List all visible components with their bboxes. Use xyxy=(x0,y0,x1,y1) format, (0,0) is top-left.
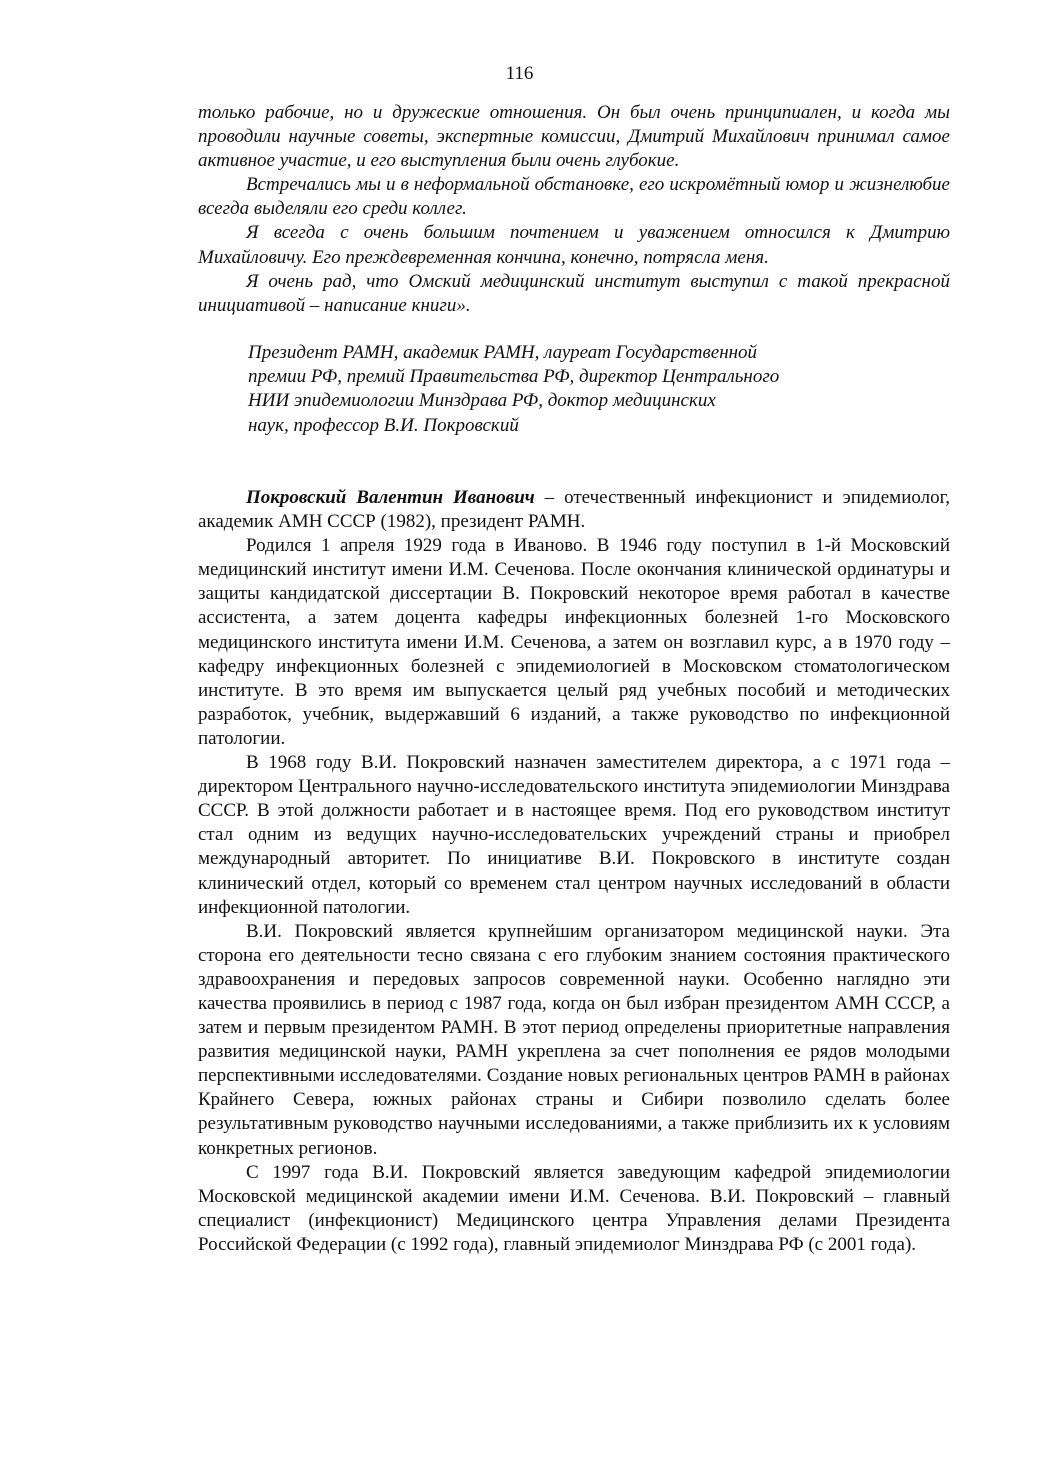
biography-paragraph: С 1997 года В.И. Покровский является заведующим кафедрой эпидемиологии Московской медицинской академии имени И.М. Сеченова. В.И. Покровский – главный специалист (инфекционист) Медицинского центра Управления делами Президента Российской Федерации (с 1992 года), главный эпидемиолог Минздрава РФ (с 2001 года). xyxy=(198,1161,950,1255)
biography-lead-text: – отечественный инфекционист и эпидемиолог, академик АМН СССР (1982), президент РАМН. xyxy=(198,487,950,533)
biography-block xyxy=(198,486,950,1257)
biography-subject-name: Покровский Валентин Иванович xyxy=(246,487,535,508)
signature-line: НИИ эпидемиологии Минздрава РФ, доктор медицинских xyxy=(248,390,716,412)
biography-paragraph: В 1968 году В.И. Покровский назначен заместителем директора, а с 1971 года – директором Центрального научно-исследовательского института эпидемиологии Минздрава СССР. В этой должности работает и в настоящее время. Под его руководством институт стал одним из ведущих научно-исследовательских учреждений страны и приобрел международный авторитет. По инициативе В.И. Покровского в институте создан клинический отдел, который со временем стал центром научных исследований в области инфекционной патологии. xyxy=(198,752,950,918)
quote-paragraph: Встречались мы и в неформальной обстановке, его искромётный юмор и жизнелюбие всегда выделяли его среди коллег. xyxy=(198,174,950,220)
quote-paragraph: Я очень рад, что Омский медицинский институт выступил с такой прекрасной инициативой – написание книги». xyxy=(198,270,950,316)
quote-paragraph: только рабочие, но и дружеские отношения. Он был очень принципиален, и когда мы проводили научные советы, экспертные комиссии, Дмитрий Михайлович принимал самое активное участие, и его выступления были очень глубокие. xyxy=(198,102,950,172)
signature-line: премии РФ, премий Правительства РФ, директор Центрального xyxy=(248,366,780,388)
signature-line: Президент РАМН, академик РАМН, лауреат Государственной xyxy=(248,342,758,363)
page-number: 116 xyxy=(505,63,534,84)
biography-paragraph: В.И. Покровский является крупнейшим организатором медицинской науки. Эта сторона его деятельности тесно связана с его глубоким знанием состояния практического здравоохранения и передовых запросов современной науки. Особенно наглядно эти качества проявились в период с 1987 года, когда он был избран президентом АМН СССР, а затем и первым президентом РАМН. В этот период определены приоритетные направления развития медицинской науки, РАМН укреплена за счет пополнения ее рядов молодыми перспективными исследователями. Создание новых региональных центров РАМН в районах Крайнего Севера, южных районах страны и Сибири позволило сделать более результативным руководство научными исследованиями, а также приблизить их к условиям конкретных регионов. xyxy=(198,920,950,1159)
signature-line: наук, профессор В.И. Покровский xyxy=(248,414,519,436)
biography-paragraph: Родился 1 апреля 1929 года в Иваново. В 1946 году поступил в 1-й Московский медицинский институт имени И.М. Сеченова. После окончания клинической ординатуры и защиты кандидатской диссертации В. Покровский некоторое время работал в качестве ассистента, а затем доцента кафедры инфекционных болезней 1-го Московского медицинского института имени И.М. Сеченова, а затем он возглавил курс, а в 1970 году – кафедру инфекционных болезней с эпидемиологией в Московском стоматологическом институте. В это время им выпускается целый ряд учебных пособий и методических разработок, учебник, выдержавший 6 изданий, а также руководство по инфекционной патологии. xyxy=(198,535,950,749)
quote-paragraph: Я всегда с очень большим почтением и уважением относился к Дмитрию Михайловичу. Его преждевременная кончина, конечно, потрясла меня. xyxy=(198,222,950,268)
quote-block xyxy=(198,101,950,318)
signature-block xyxy=(248,341,888,438)
biography-lead-paragraph xyxy=(198,486,950,534)
